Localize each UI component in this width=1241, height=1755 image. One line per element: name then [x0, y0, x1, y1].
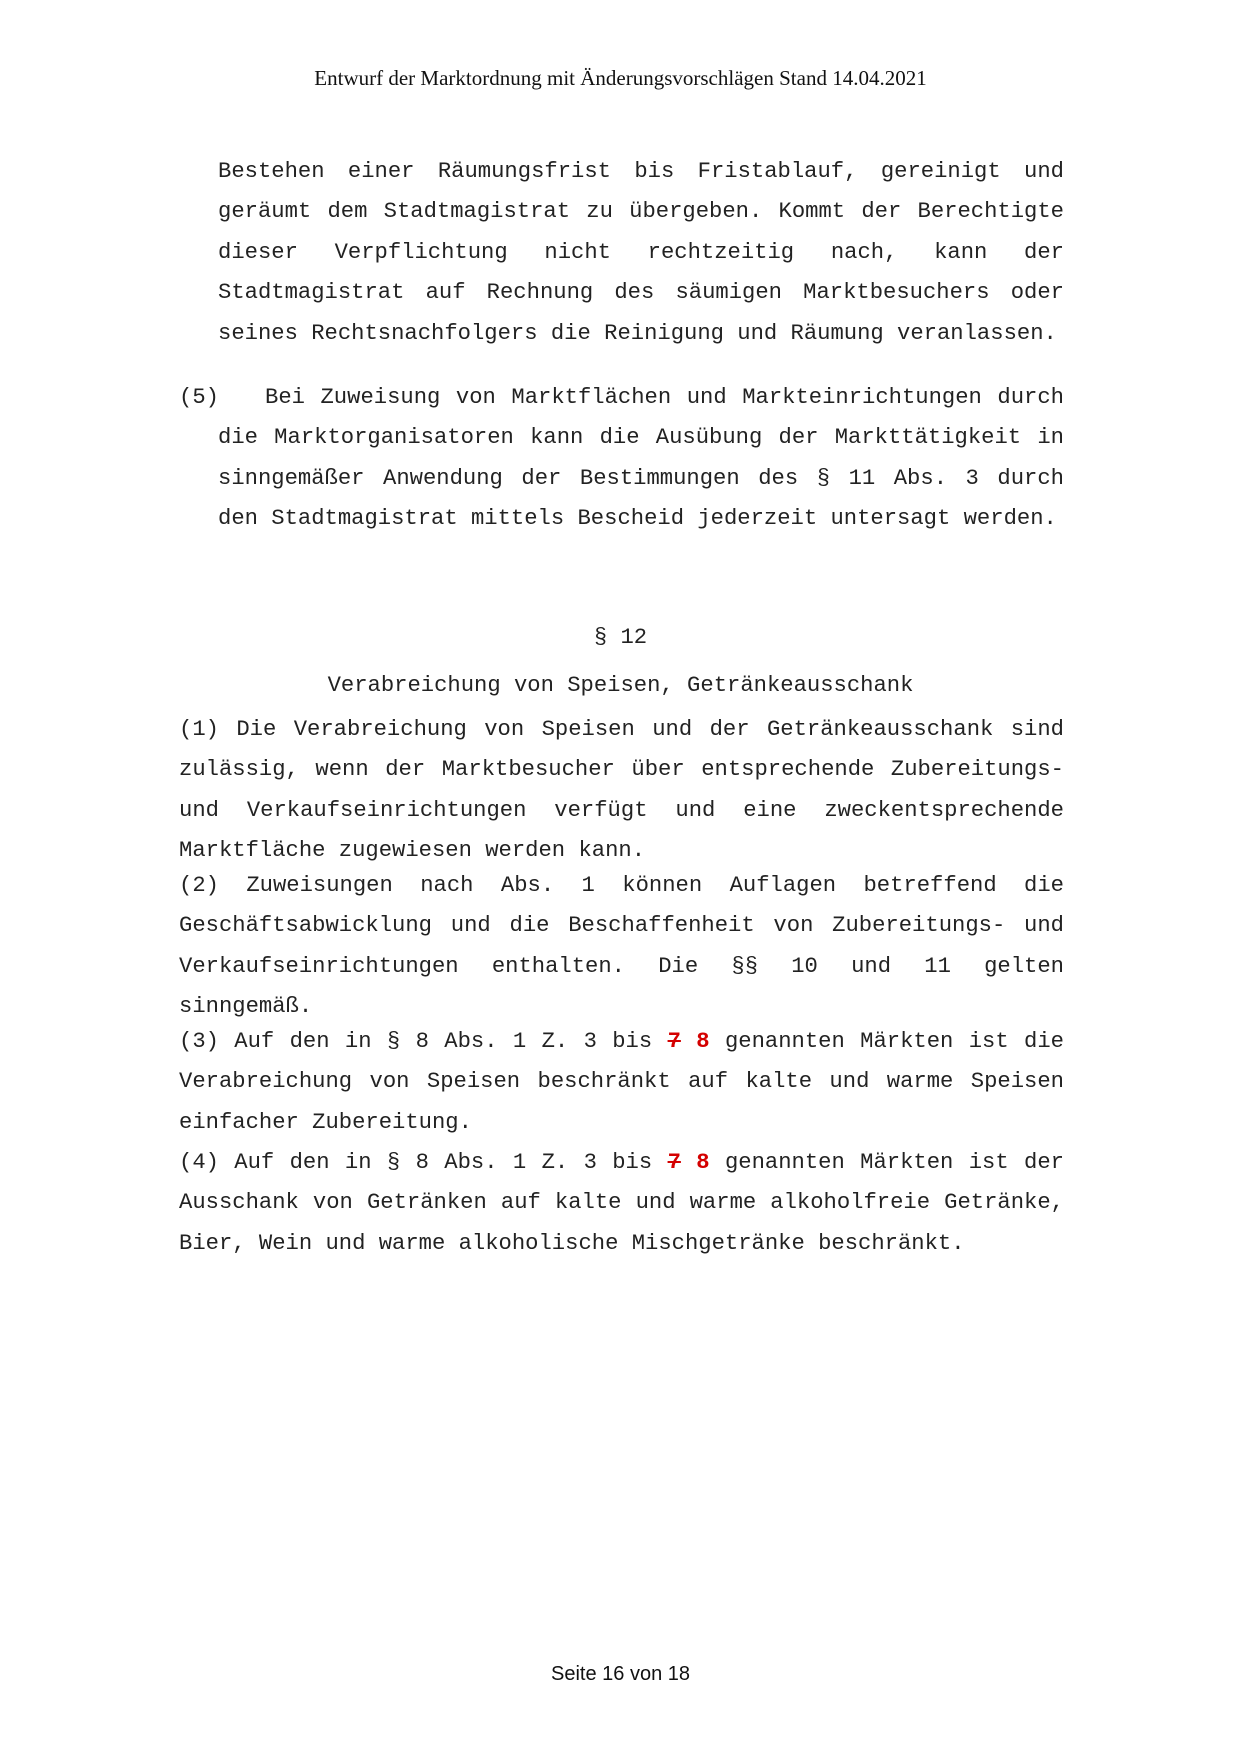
page-footer: Seite 16 von 18 [551, 1663, 690, 1685]
section-12-paragraph-4 [179, 1143, 1064, 1264]
section-12-paragraph-2: (2) Zuweisungen nach Abs. 1 können Auflagen betreffend die Geschäftsabwicklung und die Beschaffenheit von Zubereitungs- und Verkaufseinrichtungen enthalten. Die §§ 10 und 11 gelten sinngemäß. [179, 873, 1064, 1020]
continuation-paragraph: Bestehen einer Räumungsfrist bis Fristablauf, gereinigt und geräumt dem Stadtmagistrat zu übergeben. Kommt der Berechtigte dieser Verpflichtung nicht rechtzeitig nach, kann der Stadtmagistrat auf Rechnung des säumigen Marktbesuchers oder seines Rechtsnachfolgers die Reinigung und Räumung veranlassen. [218, 159, 1064, 346]
paragraph-3-inserted-number: 8 [696, 1029, 710, 1054]
paragraph-3-text-after: genannten Märkten ist die Verabreichung von Speisen beschränkt auf kalte und warme Speisen einfacher Zubereitung. [179, 1029, 1064, 1135]
paragraph-4-deleted-number: 7 [667, 1150, 681, 1175]
paragraph-4-text-before: (4) Auf den in § 8 Abs. 1 Z. 3 bis [179, 1150, 653, 1175]
paragraph-4-text-after: genannten Märkten ist der Ausschank von Getränken auf kalte und warme alkoholfreie Getränke, Bier, Wein und warme alkoholische Mischgetränke beschränkt. [179, 1150, 1064, 1256]
section-title: Verabreichung von Speisen, Getränkeausschank [327, 673, 914, 698]
section-12-paragraph-3 [179, 1022, 1064, 1143]
section-12-paragraph-1: (1) Die Verabreichung von Speisen und der Getränkeausschank sind zulässig, wenn der Marktbesucher über entsprechende Zubereitungs- und Verkaufseinrichtungen verfügt und eine zweckentsprechende Marktfläche zugewiesen werden kann. [179, 717, 1064, 864]
paragraph-5 [179, 378, 1064, 540]
paragraph-3-text-before: (3) Auf den in § 8 Abs. 1 Z. 3 bis [179, 1029, 653, 1054]
paragraph-5-label: (5) [179, 385, 219, 410]
paragraph-5-text: Bei Zuweisung von Marktflächen und Markteinrichtungen durch die Marktorganisatoren kann die Ausübung der Markttätigkeit in sinngemäßer Anwendung der Bestimmungen des § 11 Abs. 3 durch den Stadtmagistrat mittels Bescheid jederzeit untersagt werden. [218, 385, 1064, 532]
section-number: § 12 [593, 625, 648, 650]
page-header: Entwurf der Marktordnung mit Änderungsvorschlägen Stand 14.04.2021 [314, 66, 927, 90]
paragraph-4-inserted-number: 8 [696, 1150, 710, 1175]
paragraph-3-deleted-number: 7 [667, 1029, 681, 1054]
